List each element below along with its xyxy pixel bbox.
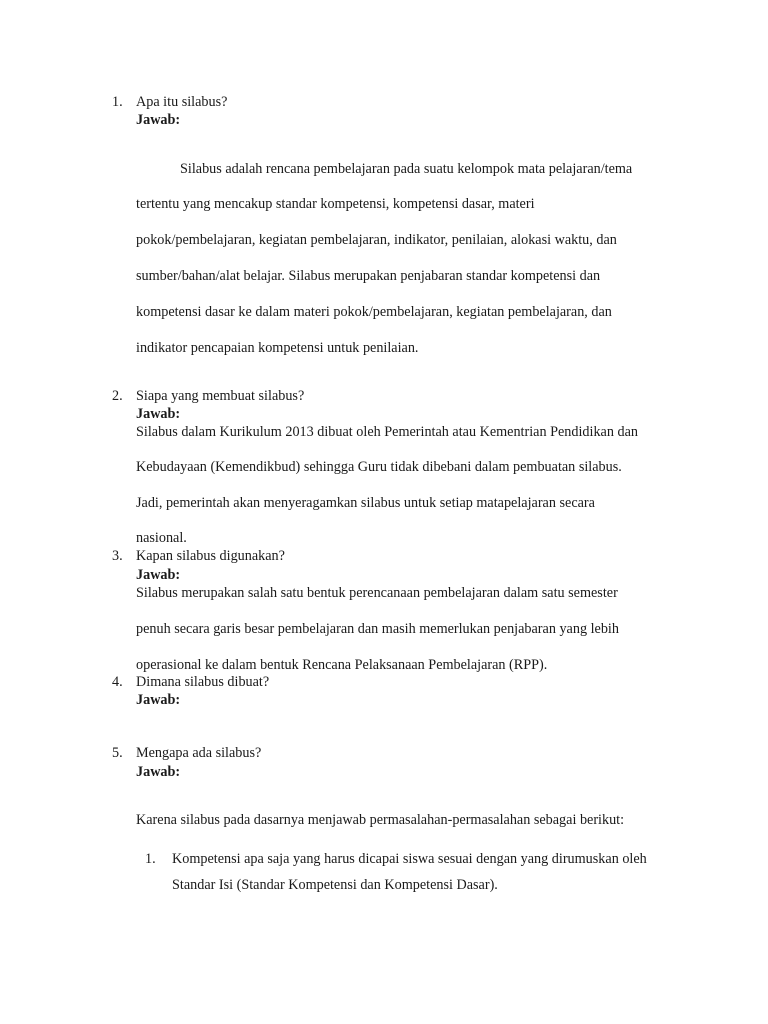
question-number: 1.	[112, 94, 123, 110]
question-number: 2.	[112, 388, 123, 404]
answer-line: Silabus dalam Kurikulum 2013 dibuat oleh Pemerintah atau Kementrian Pendidikan dan	[136, 424, 638, 440]
sub-item-number: 1.	[145, 851, 156, 867]
question-number: 3.	[112, 548, 123, 564]
answer-line: operasional ke dalam bentuk Rencana Pelaksanaan Pembelajaran (RPP).	[136, 657, 548, 673]
answer-line: indikator pencapaian kompetensi untuk penilaian.	[136, 340, 419, 356]
question-text: Mengapa ada silabus?	[136, 745, 262, 761]
question-number: 4.	[112, 674, 123, 690]
question-number: 5.	[112, 745, 123, 761]
answer-label: Jawab:	[136, 112, 181, 128]
answer-label: Jawab:	[136, 406, 181, 422]
answer-line: nasional.	[136, 530, 187, 546]
answer-line: Silabus adalah rencana pembelajaran pada suatu kelompok mata pelajaran/tema	[180, 161, 633, 177]
answer-line: Silabus merupakan salah satu bentuk perencanaan pembelajaran dalam satu semester	[136, 585, 618, 601]
answer-line: Kebudayaan (Kemendikbud) sehingga Guru tidak dibebani dalam pembuatan silabus.	[136, 459, 622, 475]
question-text: Apa itu silabus?	[136, 94, 228, 110]
answer-line: sumber/bahan/alat belajar. Silabus merupakan penjabaran standar kompetensi dan	[136, 268, 601, 284]
answer-line: Jadi, pemerintah akan menyeragamkan silabus untuk setiap matapelajaran secara	[136, 495, 595, 511]
answer-label: Jawab:	[136, 764, 181, 780]
answer-line: penuh secara garis besar pembelajaran dan masih memerlukan penjabaran yang lebih	[136, 621, 619, 637]
sub-item-line: Standar Isi (Standar Kompetensi dan Kompetensi Dasar).	[172, 877, 498, 893]
question-text: Siapa yang membuat silabus?	[136, 388, 305, 404]
answer-label: Jawab:	[136, 692, 181, 708]
sub-item-line: Kompetensi apa saja yang harus dicapai siswa sesuai dengan yang dirumuskan oleh	[172, 851, 647, 867]
answer-line: kompetensi dasar ke dalam materi pokok/pembelajaran, kegiatan pembelajaran, dan	[136, 304, 612, 320]
answer-line: tertentu yang mencakup standar kompetensi, kompetensi dasar, materi	[136, 196, 535, 212]
answer-line: Karena silabus pada dasarnya menjawab permasalahan-permasalahan sebagai berikut:	[136, 812, 625, 828]
answer-label: Jawab:	[136, 567, 181, 583]
question-text: Dimana silabus dibuat?	[136, 674, 270, 690]
question-text: Kapan silabus digunakan?	[136, 548, 285, 564]
answer-line: pokok/pembelajaran, kegiatan pembelajaran, indikator, penilaian, alokasi waktu, dan	[136, 232, 617, 248]
